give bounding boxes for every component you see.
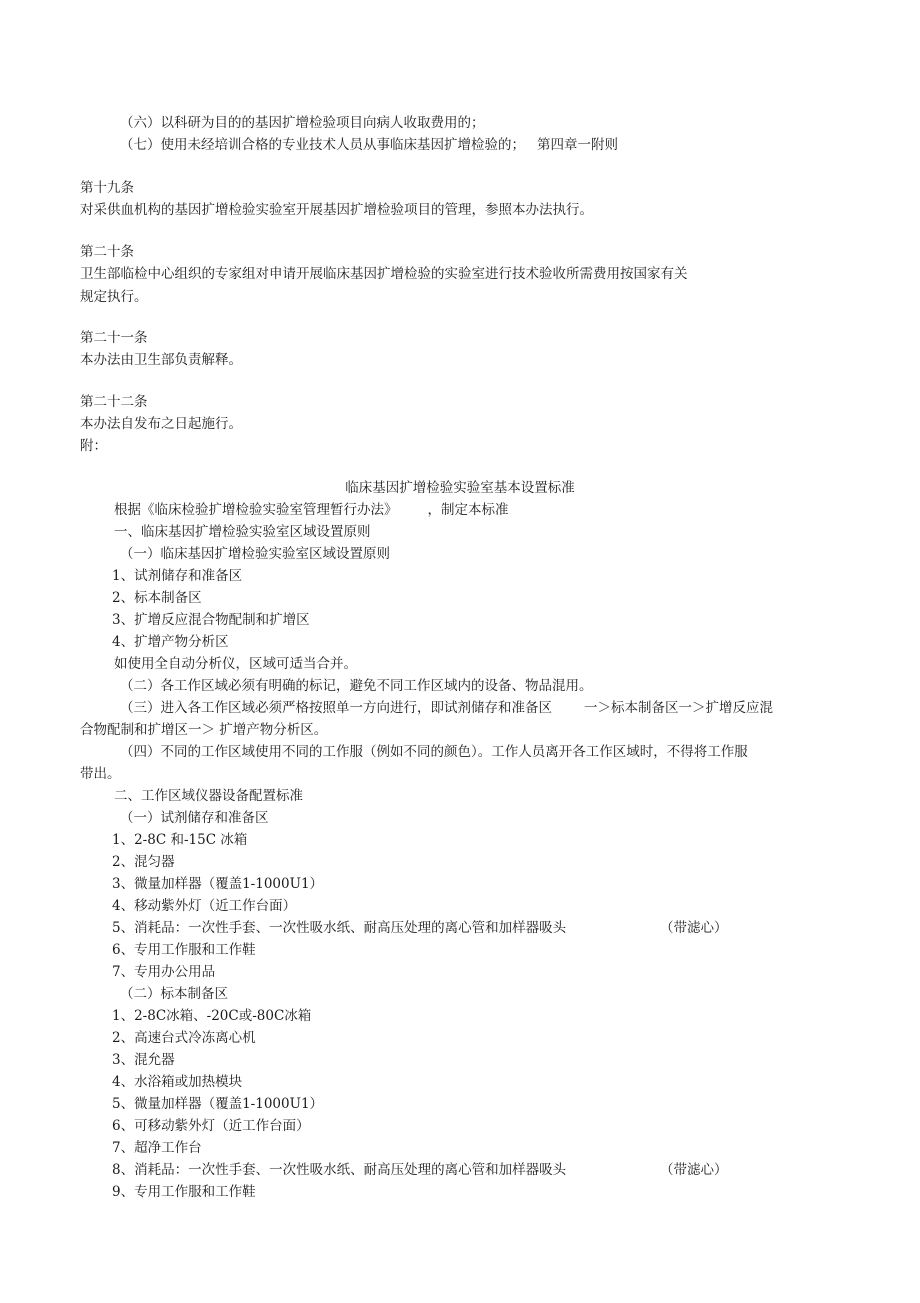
- sample-item-8-note: （带滤心）: [660, 1162, 728, 1178]
- article-21-text: 本办法由卫生部负责解释。: [80, 352, 242, 368]
- standard-title: 临床基因扩增检验实验室基本设置标准: [345, 480, 575, 496]
- sample-item: 3、混允器: [112, 1052, 175, 1068]
- section-1-1-heading: （一）临床基因扩增检验实验室区域设置原则: [120, 546, 390, 562]
- reagent-item: 7、专用办公用品: [112, 964, 216, 980]
- reagent-item: 3、微量加样器（覆盖1-1000U1）: [112, 876, 324, 892]
- section-1-3-a: （三）进入各工作区域必须严格按照单一方向进行，即试剂储存和准备区: [120, 700, 552, 716]
- standard-intro-a: 根据《临床检验扩增检验实验室管理暂行办法》: [114, 502, 398, 518]
- reagent-item: 6、专用工作服和工作鞋: [112, 942, 256, 958]
- article-19-title: 第十九条: [80, 180, 134, 196]
- section-2-2-heading: （二）标本制备区: [120, 986, 228, 1002]
- reagent-item: 4、移动紫外灯（近工作台面）: [112, 898, 297, 914]
- section-1-4-line-2: 带出。: [80, 766, 121, 782]
- sample-item: 5、微量加样器（覆盖1-1000U1）: [112, 1096, 324, 1112]
- article-22-text: 本办法自发布之日起施行。: [80, 416, 242, 432]
- sample-item: 6、可移动紫外灯（近工作台面）: [112, 1118, 310, 1134]
- reagent-item: 5、消耗品：一次性手套、一次性吸水纸、耐高压处理的离心管和加样器吸头: [112, 920, 567, 936]
- auto-analyzer-note: 如使用全自动分析仪，区域可适当合并。: [114, 656, 357, 672]
- article-20-text-2: 规定执行。: [80, 289, 148, 305]
- item-seven: [120, 136, 618, 154]
- section-1-3-line-1: [120, 699, 773, 717]
- article-22-title: 第二十二条: [80, 394, 148, 410]
- article-21-title: 第二十一条: [80, 330, 148, 346]
- area-item: 4、扩增产物分析区: [112, 634, 229, 650]
- section-1-3-line-2: 合物配制和扩增区一＞ 扩增产物分析区。: [80, 722, 328, 738]
- standard-intro: [114, 501, 509, 519]
- sample-item: 9、专用工作服和工作鞋: [112, 1184, 256, 1200]
- area-item: 2、标本制备区: [112, 590, 202, 606]
- sample-item: 1、2-8C冰箱、-20C或-80C冰箱: [112, 1008, 312, 1024]
- sample-item: 2、高速台式冷冻离心机: [112, 1030, 256, 1046]
- chapter-heading: 第四章一附则: [537, 137, 618, 153]
- section-1-4-line-1: （四）不同的工作区域使用不同的工作服（例如不同的颜色）。工作人员离开各工作区域时，不得将工作服: [120, 744, 748, 760]
- article-19-text: 对采供血机构的基因扩增检验实验室开展基因扩增检验项目的管理，参照本办法执行。: [80, 202, 593, 218]
- appendix-label: 附：: [80, 438, 107, 454]
- reagent-item: 1、2-8C 和-15C 冰箱: [112, 832, 248, 848]
- area-item: 3、扩增反应混合物配制和扩增区: [112, 612, 310, 628]
- section-2-heading: 二、工作区域仪器设备配置标准: [114, 788, 303, 804]
- sample-item: 7、超净工作台: [112, 1140, 202, 1156]
- standard-intro-b: ，制定本标准: [427, 502, 509, 518]
- sample-item: 8、消耗品：一次性手套、一次性吸水纸、耐高压处理的离心管和加样器吸头: [112, 1162, 567, 1178]
- item-six: （六）以科研为目的的基因扩增检验项目向病人收取费用的；: [120, 115, 485, 131]
- article-20-text-1: 卫生部临检中心组织的专家组对申请开展临床基因扩增检验的实验室进行技术验收所需费用按国家有关: [80, 266, 688, 282]
- section-1-2: （二）各工作区域必须有明确的标记，避免不同工作区域内的设备、物品混用。: [120, 678, 593, 694]
- item-seven-text: （七）使用未经培训合格的专业技术人员从事临床基因扩增检验的；: [120, 137, 525, 153]
- area-item: 1、试剂储存和准备区: [112, 568, 243, 584]
- article-20-title: 第二十条: [80, 244, 134, 260]
- section-1-3-b: 一＞标本制备区一＞扩增反应混: [584, 700, 773, 716]
- reagent-item-5-note: （带滤心）: [660, 920, 728, 936]
- section-1-heading: 一、临床基因扩增检验实验室区域设置原则: [114, 524, 371, 540]
- sample-item: 4、水浴箱或加热模块: [112, 1074, 243, 1090]
- reagent-item: 2、混匀器: [112, 854, 175, 870]
- section-2-1-heading: （一）试剂储存和准备区: [120, 810, 269, 826]
